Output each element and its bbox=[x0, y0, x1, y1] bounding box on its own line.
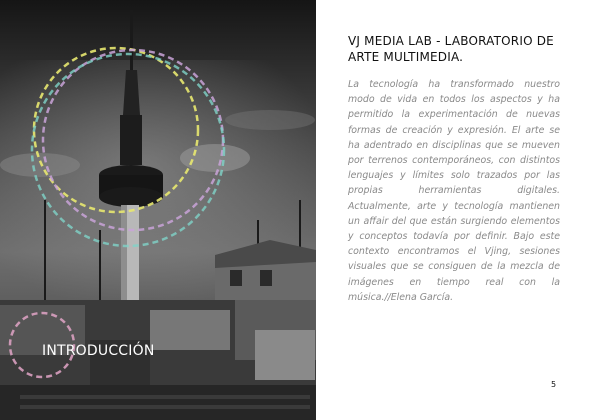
section-label: INTRODUCCIÓN bbox=[42, 343, 155, 359]
page-number: 5 bbox=[551, 380, 557, 389]
page-title: VJ MEDIA LAB - LABORATORIO DE ARTE MULTIMEDIA. bbox=[348, 34, 554, 64]
body-paragraph: La tecnología ha transformado nuestro modo de vida en todos los aspectos y ha permitido la experimentación de nuevas formas de creación y expresión. El arte se ha adentrado en disciplinas que se mueven por terrenos contemporáneos, con distintos lenguajes y límites solo trazados por las propias herramientas digitales. Actualmente, arte y tecnología mantienen un affair del que están surgiendo elementos y conceptos todavía por definir. Bajo este contexto encontramos el Vjing, sesiones visuales que se consiguen de la mezcla de imágenes en tiempo real con la música.//Elena García. bbox=[348, 79, 560, 303]
